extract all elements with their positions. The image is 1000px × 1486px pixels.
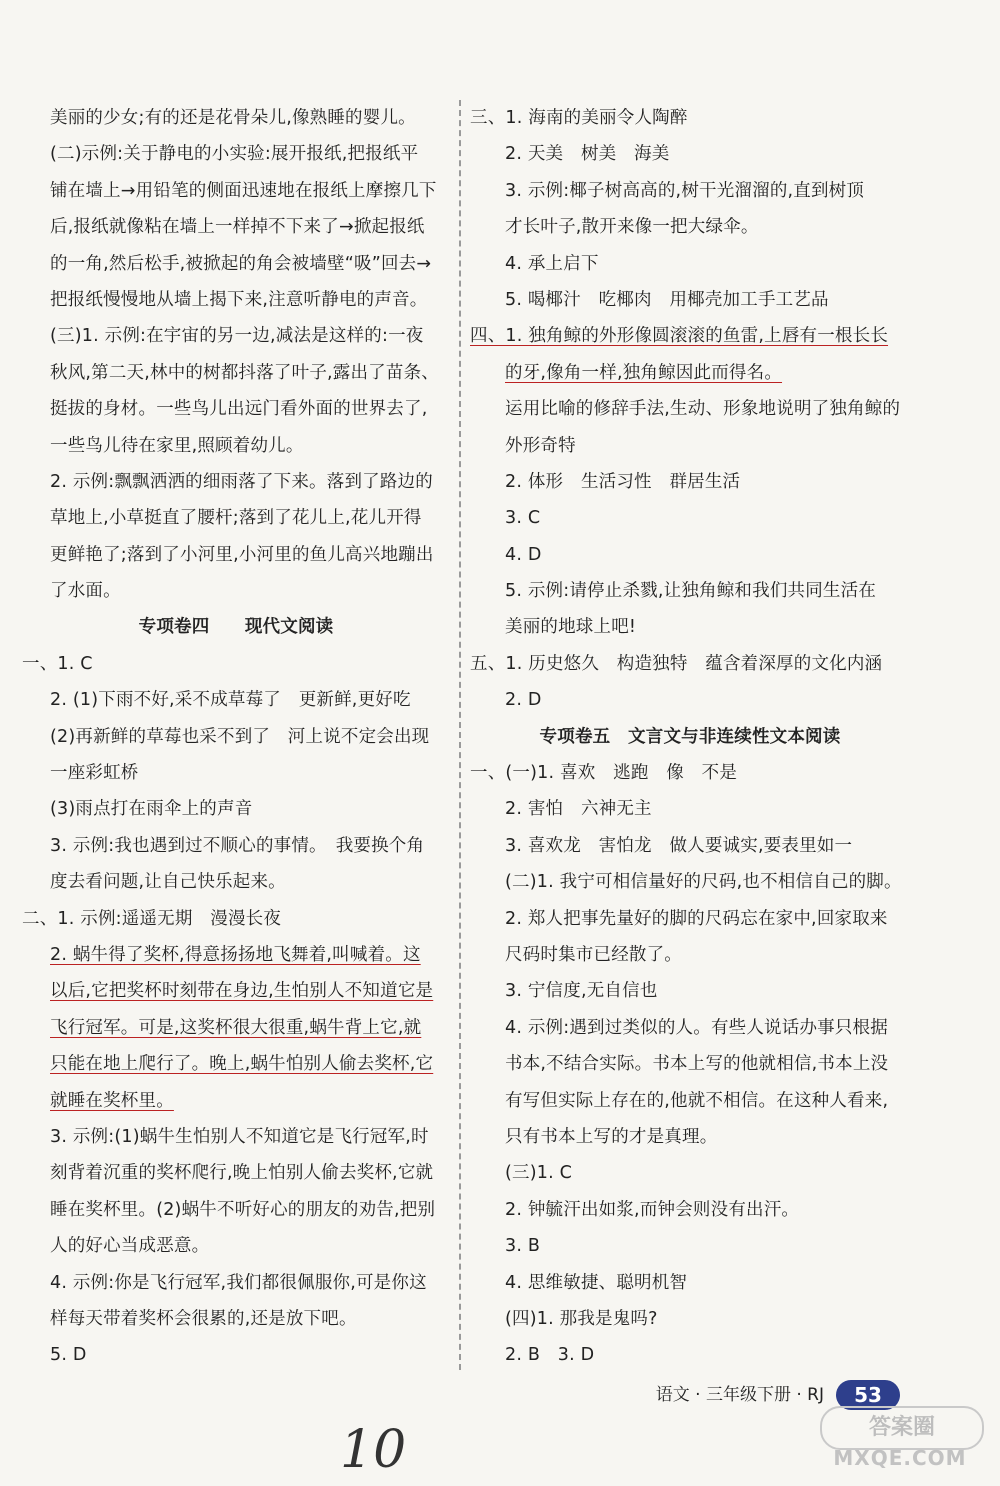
answer-line xyxy=(22,682,450,718)
answer-text: 一、1. C xyxy=(22,653,93,674)
section-heading xyxy=(470,719,910,755)
answer-text: 挺拔的身材。一些鸟儿出远门看外面的世界去了, xyxy=(50,399,428,420)
answer-line xyxy=(470,609,910,645)
answer-line xyxy=(470,901,910,937)
answer-text: 尺码时集市已经散了。 xyxy=(505,944,682,965)
answer-text: 4. 承上启下 xyxy=(505,253,599,274)
answer-text: 专项卷四 现代文阅读 xyxy=(138,617,334,638)
answer-line xyxy=(22,209,450,245)
answer-line xyxy=(470,937,910,973)
answer-text: 2. 示例:飘飘洒洒的细雨落了下来。落到了路边的 xyxy=(50,471,433,492)
answer-text: 五、1. 历史悠久 构造独特 蕴含着深厚的文化内涵 xyxy=(470,653,883,674)
answer-text: 3. 宁信度,无自信也 xyxy=(505,981,658,1002)
answer-line xyxy=(22,1083,450,1119)
answer-text: 2. 蜗牛得了奖杯,得意扬扬地飞舞着,叫喊着。这 xyxy=(50,944,421,965)
answer-line xyxy=(470,791,910,827)
answer-text: 专项卷五 文言文与非连续性文本阅读 xyxy=(539,726,841,747)
answer-line xyxy=(22,1192,450,1228)
answer-line xyxy=(22,500,450,536)
answer-line xyxy=(22,1301,450,1337)
answer-text: (四)1. 那我是鬼吗? xyxy=(505,1308,658,1329)
answer-line xyxy=(470,100,910,136)
watermark-url: MXQE.COM xyxy=(833,1446,967,1470)
answer-line xyxy=(22,573,450,609)
page-number-badge: 53 xyxy=(836,1380,900,1410)
answer-text: 2. D xyxy=(505,690,542,711)
answer-text: 外形奇特 xyxy=(505,435,576,456)
answer-line xyxy=(22,901,450,937)
answer-text: 美丽的地球上吧! xyxy=(505,617,637,638)
answer-text: 样每天带着奖杯会很累的,还是放下吧。 xyxy=(50,1308,357,1329)
answer-line xyxy=(470,209,910,245)
answer-text: 3. 示例:我也遇到过不顺心的事情。 我要换个角 xyxy=(50,835,425,856)
answer-text: 2. 害怕 六神无主 xyxy=(505,799,652,820)
answer-line xyxy=(22,282,450,318)
answer-line xyxy=(470,1265,910,1301)
answer-line xyxy=(470,1119,910,1155)
answer-text: 飞行冠军。可是,这奖杯很大很重,蜗牛背上它,就 xyxy=(50,1017,422,1038)
answer-text: 只能在地上爬行了。晚上,蜗牛怕别人偷去奖杯,它 xyxy=(50,1054,434,1075)
answer-line xyxy=(470,1301,910,1337)
answer-text: 就睡在奖杯里。 xyxy=(50,1090,174,1111)
answer-line xyxy=(470,391,910,427)
answer-line xyxy=(22,246,450,282)
answer-text: (二)示例:关于静电的小实验:展开报纸,把报纸平 xyxy=(50,144,419,165)
answer-line xyxy=(22,1046,450,1082)
answer-line xyxy=(22,646,450,682)
answer-text: 3. 示例:(1)蜗牛生怕别人不知道它是飞行冠军,时 xyxy=(50,1126,429,1147)
answer-line xyxy=(470,500,910,536)
answer-line xyxy=(470,755,910,791)
answer-text: (2)再新鲜的草莓也采不到了 河上说不定会出现 xyxy=(50,726,430,747)
answer-text: 以后,它把奖杯时刻带在身边,生怕别人不知道它是 xyxy=(50,981,434,1002)
answer-text: 刻背着沉重的奖杯爬行,晚上怕别人偷去奖杯,它就 xyxy=(50,1163,434,1184)
answer-line xyxy=(22,755,450,791)
answer-line xyxy=(22,1010,450,1046)
answer-text: 更鲜艳了;落到了小河里,小河里的鱼儿高兴地蹦出 xyxy=(50,544,434,565)
answer-line xyxy=(470,1155,910,1191)
answer-text: 5. D xyxy=(50,1345,87,1366)
answer-line xyxy=(22,428,450,464)
answer-line xyxy=(22,173,450,209)
answer-line xyxy=(22,937,450,973)
answer-line xyxy=(22,1228,450,1264)
answer-line xyxy=(22,391,450,427)
footer-subject: 语文 · 三年级下册 · RJ xyxy=(655,1385,824,1405)
answer-line xyxy=(470,537,910,573)
watermark xyxy=(820,1406,980,1468)
answer-line xyxy=(470,973,910,1009)
left-column xyxy=(22,100,450,1374)
answer-text: (三)1. 示例:在宇宙的另一边,减法是这样的:一夜 xyxy=(50,326,424,347)
answer-text: 美丽的少女;有的还是花骨朵儿,像熟睡的婴儿。 xyxy=(50,108,416,128)
answer-line xyxy=(470,464,910,500)
answer-text: 人的好心当成恶意。 xyxy=(50,1236,210,1257)
answer-line xyxy=(22,1155,450,1191)
answer-line xyxy=(470,282,910,318)
answer-line xyxy=(470,355,910,391)
answer-text: 四、1. 独角鲸的外形像圆滚滚的鱼雷,上唇有一根长长 xyxy=(470,326,889,347)
answer-text: 5. 示例:请停止杀戮,让独角鲸和我们共同生活在 xyxy=(505,581,877,602)
answer-line xyxy=(22,719,450,755)
answer-line xyxy=(22,355,450,391)
answer-line xyxy=(22,464,450,500)
answer-line xyxy=(470,246,910,282)
answer-text: 2. 天美 树美 海美 xyxy=(505,144,670,165)
answer-line xyxy=(22,828,450,864)
answer-line xyxy=(470,173,910,209)
answer-text: 了水面。 xyxy=(50,581,121,602)
answer-text: 二、1. 示例:遥遥无期 漫漫长夜 xyxy=(22,908,282,929)
answer-line xyxy=(470,682,910,718)
answer-text: 三、1. 海南的美丽令人陶醉 xyxy=(470,108,688,128)
answer-text: 秋风,第二天,林中的树都抖落了叶子,露出了苗条、 xyxy=(50,362,439,383)
answer-text: 的牙,像角一样,独角鲸因此而得名。 xyxy=(505,362,783,383)
answer-text: 草地上,小草挺直了腰杆;落到了花儿上,花儿开得 xyxy=(50,508,422,529)
answer-line xyxy=(22,1337,450,1373)
column-divider xyxy=(459,100,461,1370)
answer-text: 4. 示例:遇到过类似的人。有些人说话办事只根据 xyxy=(505,1017,888,1038)
answer-text: 3. B xyxy=(505,1236,541,1257)
answer-text: 把报纸慢慢地从墙上揭下来,注意听静电的声音。 xyxy=(50,289,428,310)
answer-text: (三)1. C xyxy=(505,1163,573,1184)
answer-line xyxy=(22,318,450,354)
answer-text: 一座彩虹桥 xyxy=(50,763,139,784)
right-column xyxy=(470,100,910,1374)
answer-text: 一、(一)1. 喜欢 逃跑 像 不是 xyxy=(470,763,738,784)
section-heading xyxy=(22,609,450,645)
answer-text: 2. 郑人把事先量好的脚的尺码忘在家中,回家取来 xyxy=(505,908,888,929)
answer-text: 3. 示例:椰子树高高的,树干光溜溜的,直到树顶 xyxy=(505,180,865,201)
handwritten-note: 10 xyxy=(340,1420,407,1480)
answer-text: 3. 喜欢龙 害怕龙 做人要诚实,要表里如一 xyxy=(505,835,853,856)
answer-line xyxy=(470,428,910,464)
answer-line xyxy=(22,973,450,1009)
answer-text: 2. (1)下雨不好,采不成草莓了 更新鲜,更好吃 xyxy=(50,690,411,711)
answer-line xyxy=(22,864,450,900)
answer-line xyxy=(22,100,450,136)
answer-line xyxy=(470,646,910,682)
answer-text: 4. D xyxy=(505,544,542,565)
answer-text: 有写但实际上存在的,他就不相信。在这种人看来, xyxy=(505,1090,889,1111)
answer-text: 5. 喝椰汁 吃椰肉 用椰壳加工手工艺品 xyxy=(505,289,829,310)
answer-line xyxy=(22,1119,450,1155)
answer-text: 2. 钟毓汗出如浆,而钟会则没有出汗。 xyxy=(505,1199,800,1220)
answer-line xyxy=(22,791,450,827)
answer-line xyxy=(470,1228,910,1264)
answer-text: 后,报纸就像粘在墙上一样掉不下来了→掀起报纸 xyxy=(50,217,425,238)
answer-text: 一些鸟儿待在家里,照顾着幼儿。 xyxy=(50,435,304,456)
answer-text: (3)雨点打在雨伞上的声音 xyxy=(50,799,253,820)
answer-text: 的一角,然后松手,被掀起的角会被墙壁“吸”回去→ xyxy=(50,253,432,274)
answer-line xyxy=(470,828,910,864)
answer-text: 睡在奖杯里。(2)蜗牛不听好心的朋友的劝告,把别 xyxy=(50,1199,436,1220)
answer-line xyxy=(470,864,910,900)
watermark-logo: 答案圈 xyxy=(820,1406,984,1450)
answer-line xyxy=(470,1083,910,1119)
answer-line xyxy=(470,1010,910,1046)
answer-text: 度去看问题,让自己快乐起来。 xyxy=(50,872,286,893)
answer-text: 4. 示例:你是飞行冠军,我们都很佩服你,可是你这 xyxy=(50,1272,427,1293)
answer-line xyxy=(470,1337,910,1373)
answer-line xyxy=(470,573,910,609)
answer-text: 只有书本上写的才是真理。 xyxy=(505,1126,718,1147)
answer-line xyxy=(470,1192,910,1228)
answer-text: 才长叶子,散开来像一把大绿伞。 xyxy=(505,217,759,238)
answer-line xyxy=(470,136,910,172)
answer-text: (二)1. 我宁可相信量好的尺码,也不相信自己的脚。 xyxy=(505,872,902,893)
answer-text: 2. 体形 生活习性 群居生活 xyxy=(505,471,741,492)
answer-text: 书本,不结合实际。书本上写的他就相信,书本上没 xyxy=(505,1054,889,1075)
answer-line xyxy=(470,318,910,354)
answer-line xyxy=(22,537,450,573)
answer-text: 运用比喻的修辞手法,生动、形象地说明了独角鲸的 xyxy=(505,399,901,420)
answer-text: 3. C xyxy=(505,508,541,529)
answer-line xyxy=(22,136,450,172)
answer-line xyxy=(470,1046,910,1082)
answer-text: 4. 思维敏捷、聪明机智 xyxy=(505,1272,688,1293)
answer-text: 2. B 3. D xyxy=(505,1345,595,1366)
answer-text: 铺在墙上→用铅笔的侧面迅速地在报纸上摩擦几下 xyxy=(50,180,437,201)
answer-line xyxy=(22,1265,450,1301)
